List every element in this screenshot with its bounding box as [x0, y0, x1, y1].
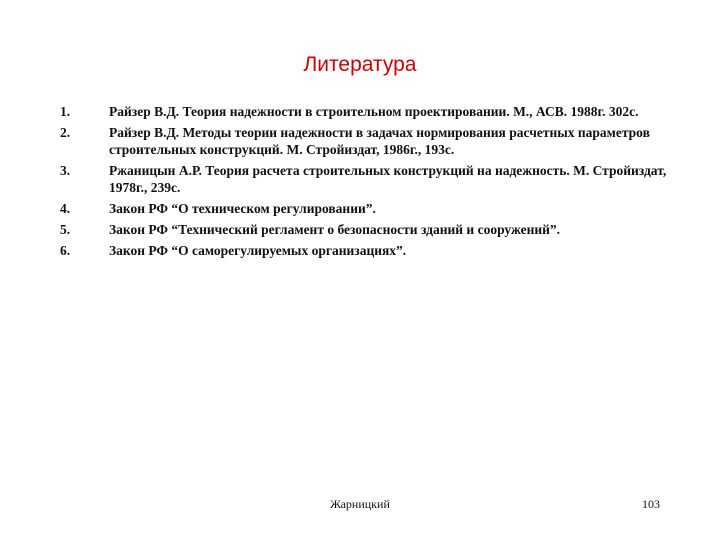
reference-text: Закон РФ “О саморегулируемых организациях”.: [109, 243, 407, 258]
reference-item: [60, 221, 670, 238]
reference-number: 1.: [60, 104, 71, 119]
reference-number: 3.: [60, 163, 71, 178]
reference-text: Ржаницын А.Р. Теория расчета строительных конструкций на надежность. М. Стройиздат, 1978г., 239с.: [109, 163, 667, 195]
footer-author: Жарницкий: [330, 497, 390, 511]
reference-item: [60, 242, 670, 259]
reference-item: [60, 200, 670, 217]
reference-item: [60, 103, 670, 120]
page-number: 103: [642, 497, 660, 511]
reference-text: Закон РФ “Технический регламент о безопасности зданий и сооружений”.: [109, 222, 561, 237]
reference-list: [60, 103, 670, 263]
reference-text: Райзер В.Д. Теория надежности в строительном проектировании. М., АСВ. 1988г. 302с.: [109, 104, 639, 119]
reference-text: Райзер В.Д. Методы теории надежности в задачах нормирования расчетных параметров строительных конструкций. М. Стройиздат, 1986г., 193с.: [109, 125, 650, 157]
reference-text: Закон РФ “О техническом регулировании”.: [109, 201, 376, 216]
reference-item: [60, 124, 670, 158]
slide-title: Литература: [303, 53, 417, 76]
reference-number: 5.: [60, 222, 71, 237]
reference-number: 6.: [60, 243, 71, 258]
reference-item: [60, 162, 670, 196]
reference-number: 2.: [60, 125, 71, 140]
reference-number: 4.: [60, 201, 71, 216]
